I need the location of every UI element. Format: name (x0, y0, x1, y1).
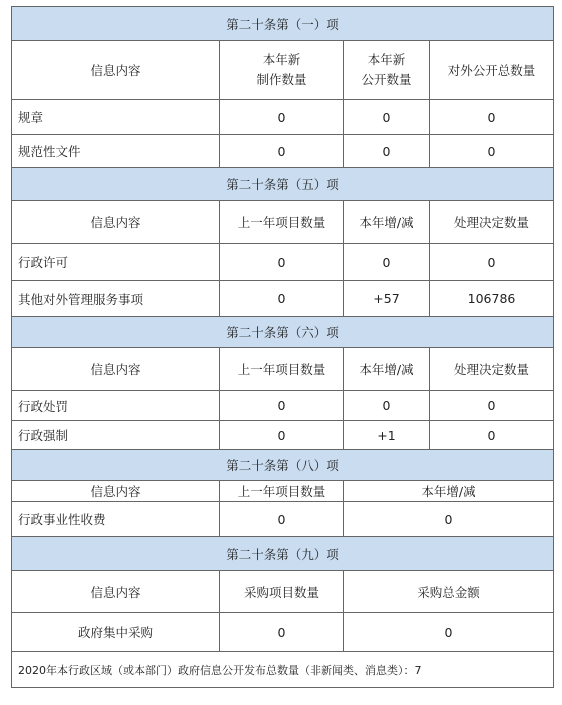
cell-value: 0 (220, 391, 344, 421)
footer-summary: 2020年本行政区域（或本部门）政府信息公开发布总数量（非新闻类、消息类）：7 (12, 652, 554, 688)
cell-value: 0 (430, 135, 554, 168)
header-cell: 采购总金额 (344, 571, 554, 613)
header-cell: 上一年项目数量 (220, 481, 344, 502)
cell-value: 0 (430, 421, 554, 450)
cell-value: 0 (430, 391, 554, 421)
row-label: 其他对外管理服务事项 (12, 281, 220, 317)
cell-value: 0 (220, 100, 344, 135)
header-cell: 信息内容 (12, 481, 220, 502)
row-label: 行政处罚 (12, 391, 220, 421)
cell-value: 0 (344, 391, 430, 421)
cell-value: 0 (220, 135, 344, 168)
header-cell: 本年增/减 (344, 201, 430, 244)
cell-value: 0 (220, 244, 344, 281)
cell-value: 0 (220, 421, 344, 450)
row-label: 政府集中采购 (12, 613, 220, 652)
cell-value: 0 (344, 244, 430, 281)
section-title: 第二十条第（六）项 (12, 317, 554, 348)
header-cell: 信息内容 (12, 348, 220, 391)
row-label: 行政强制 (12, 421, 220, 450)
row-label: 行政事业性收费 (12, 502, 220, 537)
header-cell: 上一年项目数量 (220, 348, 344, 391)
header-cell: 本年新 制作数量 (220, 41, 344, 100)
cell-value: 106786 (430, 281, 554, 317)
cell-value: 0 (430, 100, 554, 135)
cell-value: 0 (344, 502, 554, 537)
disclosure-table (11, 6, 554, 688)
header-cell: 本年新 公开数量 (344, 41, 430, 100)
header-cell: 处理决定数量 (430, 348, 554, 391)
section-title: 第二十条第（五）项 (12, 168, 554, 201)
header-cell: 信息内容 (12, 201, 220, 244)
header-cell: 上一年项目数量 (220, 201, 344, 244)
cell-value: 0 (220, 502, 344, 537)
header-cell: 对外公开总数量 (430, 41, 554, 100)
header-cell: 信息内容 (12, 571, 220, 613)
header-cell: 采购项目数量 (220, 571, 344, 613)
header-cell: 信息内容 (12, 41, 220, 100)
section-title: 第二十条第（九）项 (12, 537, 554, 571)
section-title: 第二十条第（八）项 (12, 450, 554, 481)
row-label: 规范性文件 (12, 135, 220, 168)
row-label: 行政许可 (12, 244, 220, 281)
cell-value: 0 (430, 244, 554, 281)
row-label: 规章 (12, 100, 220, 135)
cell-value: 0 (220, 281, 344, 317)
cell-value: 0 (344, 100, 430, 135)
cell-value: 0 (344, 135, 430, 168)
section-title: 第二十条第（一）项 (12, 7, 554, 41)
cell-value: +1 (344, 421, 430, 450)
header-cell: 本年增/减 (344, 348, 430, 391)
cell-value: 0 (344, 613, 554, 652)
cell-value: +57 (344, 281, 430, 317)
header-cell: 处理决定数量 (430, 201, 554, 244)
cell-value: 0 (220, 613, 344, 652)
header-cell: 本年增/减 (344, 481, 554, 502)
